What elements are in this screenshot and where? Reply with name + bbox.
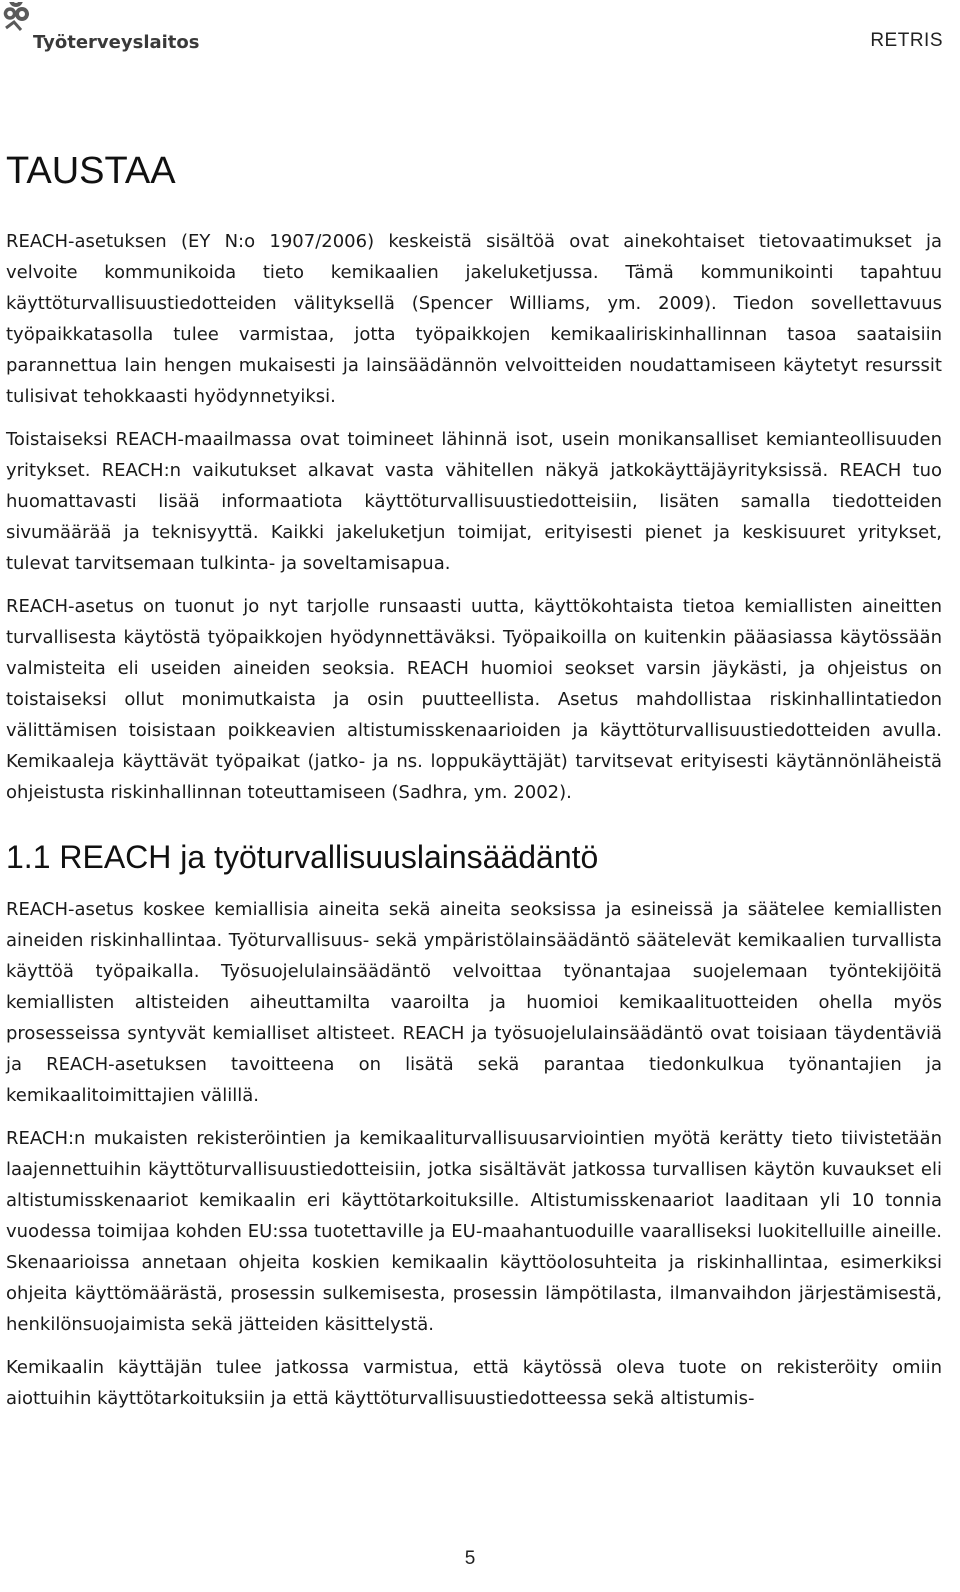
paragraph: Kemikaalin käyttäjän tulee jatkossa varmistua, että käytössä oleva tuote on rekisteröity omiin aiottuihin käyttötarkoituksiin ja että käyttöturvallisuustiedotteessa sekä altistumis-	[6, 1357, 942, 1409]
section-heading: 1.1 REACH ja työturvallisuuslainsäädäntö	[6, 839, 599, 875]
paragraph: Toistaiseksi REACH-maailmassa ovat toimineet lähinnä isot, usein monikansalliset kemianteollisuuden yritykset. REACH:n vaikutukset alkavat vasta vähitellen näkyä jatkokäyttäjäyrityksissä. REACH tuo huomattavasti lisää informaatiota käyttöturvallisuustiedotteisiin, lisäten samalla tiedotteiden sivumäärää ja teknisyyttä. Kaikki jakeluketjun toimijat, erityisesti pienet ja keskisuuret yritykset, tulevat tarvitsemaan tulkinta- ja soveltamisapua.	[6, 429, 942, 574]
page-title: TAUSTAA	[6, 150, 176, 192]
page-header	[0, 0, 960, 80]
document-body	[6, 146, 942, 1426]
logo-text: Työterveyslaitos	[33, 32, 200, 53]
paragraph: REACH-asetus on tuonut jo nyt tarjolle runsaasti uutta, käyttökohtaista tietoa kemiallisten aineitten turvallisesta käytöstä työpaikkojen hyödynnettäväksi. Työpaikoilla on kuitenkin pääasiassa käytössään valmisteita eli useiden aineiden seoksia. REACH huomioi seokset varsin jäykästi, ja ohjeistus on toistaiseksi ollut monimutkaista ja osin puutteellista. Asetus mahdollistaa riskinhallintatiedon välittämisen toisistaan poikkeavien altistumisskenaarioiden ja käyttöturvallisuustiedotteiden avulla. Kemikaaleja käyttävät työpaikat (jatko- ja ns. loppukäyttäjät) tarvitsevat erityisesti käytännönläheistä ohjeistusta riskinhallinnan toteuttamiseen (Sadhra, ym. 2002).	[6, 596, 942, 803]
tyoterveyslaitos-logo	[3, 2, 200, 62]
page-number: 5	[464, 1548, 476, 1569]
logo-icon	[3, 2, 37, 36]
report-series-label: RETRIS	[870, 30, 943, 51]
paragraph: REACH-asetus koskee kemiallisia aineita sekä aineita seoksissa ja esineissä ja säätelee kemiallisten aineiden riskinhallintaa. Työturvallisuus- sekä ympäristölainsäädäntö säätelevät kemikaalien turvallista käyttöä työpaikalla. Työsuojelulainsäädäntö velvoittaa työnantajaa suojelemaan työntekijöitä kemiallisten altisteiden aiheuttamilta vaaroilta ja huomioi kemikaalituotteiden ohella myös prosesseissa syntyvät kemialliset altisteet. REACH ja työsuojelulainsäädäntö ovat toisiaan täydentäviä ja REACH-asetuksen tavoitteena on lisätä sekä parantaa tiedonkulkua työnantajien ja kemikaalitoimittajien välillä.	[6, 899, 942, 1106]
paragraph: REACH-asetuksen (EY N:o 1907/2006) keskeistä sisältöä ovat ainekohtaiset tietovaatimukset ja velvoite kommunikoida tieto kemikaalien jakeluketjussa. Tämä kommunikointi tapahtuu käyttöturvallisuustiedotteiden välityksellä (Spencer Williams, ym. 2009). Tiedon sovellettavuus työpaikkatasolla tulee varmistaa, jotta työpaikkojen kemikaaliriskinhallinnan tasoa saataisiin parannettua lain hengen mukaisesti ja lainsäädännön velvoitteiden noudattamiseen käytetyt resurssit tulisivat tehokkaasti hyödynnetyiksi.	[6, 231, 942, 407]
paragraph: REACH:n mukaisten rekisteröintien ja kemikaaliturvallisuusarviointien myötä kerätty tieto tiivistetään laajennettuihin käyttöturvallisuustiedotteisiin, jotka sisältävät jatkossa turvallisen käytön kuvaukset eli altistumisskenaariot kemikaalin eri käyttötarkoituksille. Altistumisskenaariot laaditaan yli 10 tonnia vuodessa toimijaa kohden EU:ssa tuotettaville ja EU-maahantuoduille vaaralliseksi luokitelluille aineille. Skenaarioissa annetaan ohjeita koskien kemikaalin käyttöolosuhteita ja riskinhallintaa, esimerkiksi ohjeita käyttömäärästä, prosessin sulkemisesta, prosessin lämpötilasta, ilmanvaihdon järjestämisestä, henkilönsuojaimista sekä jätteiden käsittelystä.	[6, 1128, 942, 1335]
